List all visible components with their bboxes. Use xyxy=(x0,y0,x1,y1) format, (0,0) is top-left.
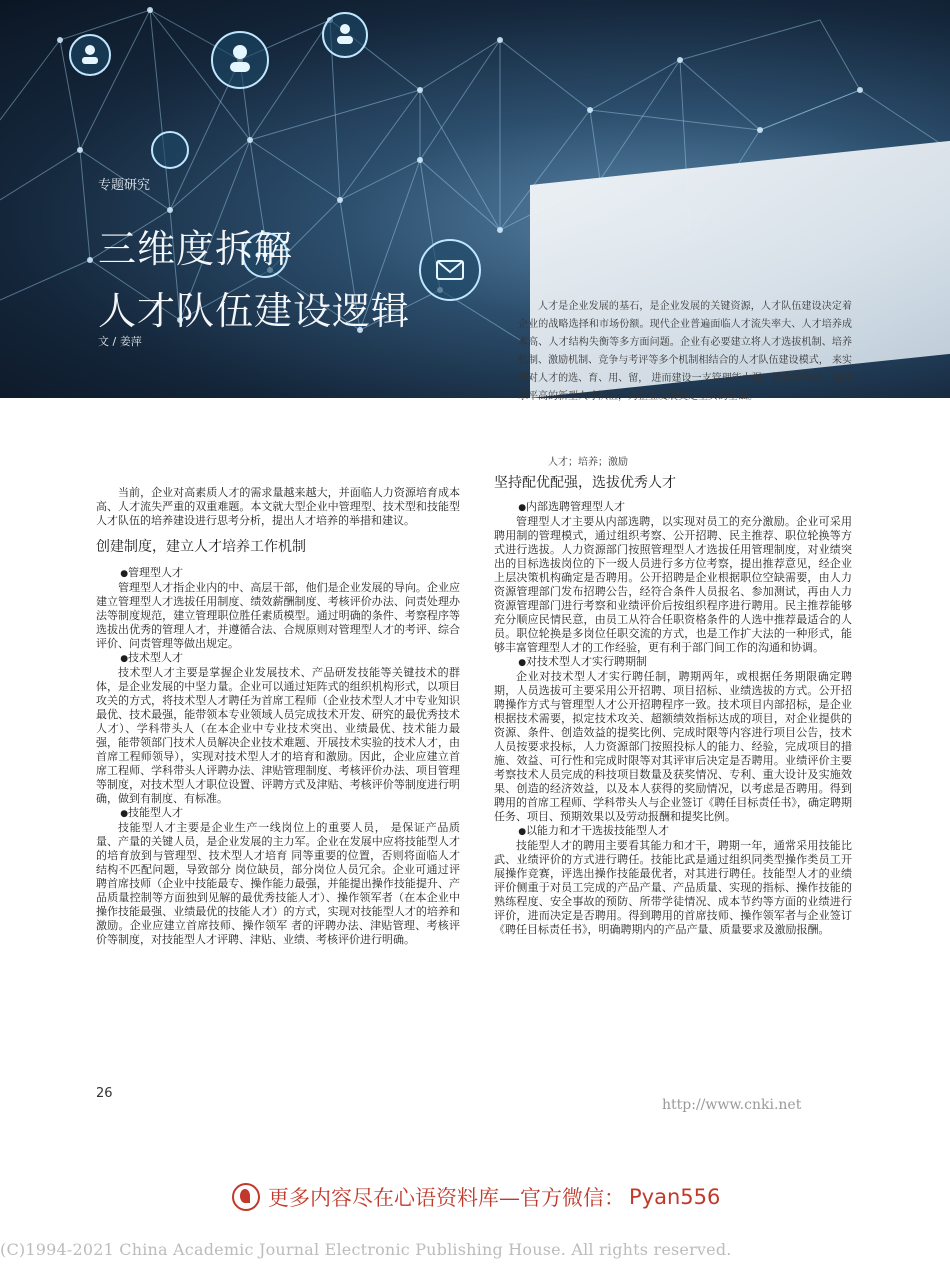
body-paragraph: 企业对技术型人才实行聘任制，聘期两年，或根据任务期限确定聘期，人员选拔可主要采用公开招聘、项目招标、业绩选拔的方式。公开招聘操作方式与管理型人才公开招聘程序一致。技术项目内部招标，是企业根据技术需要，拟定技术攻关、超额绩效指标达成的项目，对企业提供的资源、条件、创造效益的提奖比例、完成时限等内容进行项目公告，技术人员按要求投标，人力资源部门按照投标人的能力、经验，完成项目的措施、效益、可行性和完成时限等对其评审后决定是否聘用。业绩评价主要考察技术人员完成的科技项目数量及获奖情况、专利、重大设计及实施效果、创造的经济效益，以及本人获得的奖励情况，以考虑是否聘用。得到聘用的首席工程师、学科带头人与企业签订《聘任目标责任书》，确定聘期任务、项目、预期效果以及劳动报酬和提奖比例。 xyxy=(494,670,852,823)
bullet-icon: ● xyxy=(518,827,527,837)
abstract: 人才是企业发展的基石，是企业发展的关键资源，人才队伍建设决定着企业的战略选择和市场份额。现代企业普遍面临人才流失率大、人才培养成本高、人才结构失衡等多方面问题。企业有必要建立将人才选拔机制、培养机制、激励机制、竞争与考评等多个机制相结合的人才队伍建设模式， 来实现对人才的选、育、用、留， 进而建设一支管理能力强、技术技能好、操作水平高的新型人才队伍，为企业发展奠定坚实的基础。 xyxy=(518,301,852,402)
user-icon xyxy=(323,13,367,57)
subheading: ●内部选聘管理型人才 xyxy=(518,500,626,513)
article-title-line2: 人才队伍建设逻辑 xyxy=(98,289,411,333)
section-kicker: 专题研究 xyxy=(98,178,151,193)
bullet-icon: ● xyxy=(120,569,129,579)
page-number: 26 xyxy=(96,1086,113,1101)
bullet-icon: ● xyxy=(518,503,527,513)
intro-paragraph: 当前，企业对高素质人才的需求量越来越大，并面临人力资源培育成本高、人才流失严重的双重难题。本文就大型企业中管理型、技术型和技能型人才队伍的培养建设进行思考分析，提出人才培养的举措和建议。 xyxy=(96,486,460,527)
body-paragraph: 技能型人才主要是企业生产一线岗位上的重要人员， 是保证产品质量、产量的关键人员，是企业发展的主力军。企业在发展中应将技能型人才的培育放到与管理型、技术型人才培育 同等重要的位置，否则将面临人才结构不匹配问题，导致部分 岗位缺员，部分岗位人员冗余。企业可通过评聘首席技师（企业中技能最专、操作能力最强，并能提出操作技能提升、产品质量控制等方面独到见解的最优秀技能人才）、操作领军者（在本企业中操作技能最强、业绩最优的技能人才）的方式，实现对技能型人才的培养和激励。企业应建立首席技师、操作领军 者的评聘办法、津贴管理、考核评价等制度，对技能型人才评聘、津贴、业绩、考核评价进行明确。 xyxy=(96,821,460,946)
keywords: 人才；培养；激励 xyxy=(548,457,628,468)
subheading: ●技能型人才 xyxy=(120,806,184,819)
mail-icon xyxy=(420,240,480,300)
body-paragraph: 管理型人才指企业内的中、高层干部，他们是企业发展的导向。企业应建立管理型人才选拔任用制度、绩效薪酬制度、考核评价办法、问责处理办法等制度规范，建立管理职位胜任素质模型。通过明确的条件、考察程序等选拔出优秀的管理人才，并遵循合法、合规原则对管理型人才的考评、综合评价、问责管理等做出规定。 xyxy=(96,581,460,650)
promo-handle: Pyan556 xyxy=(629,1185,721,1209)
subheading: ●以能力和才干选拔技能型人才 xyxy=(518,824,670,837)
body-paragraph: 技术型人才主要是掌握企业发展技术、产品研发技能等关键技术的群体，是企业发展的中坚力量。企业可以通过矩阵式的组织机构形式，以项目攻关的方式，将技术型人才聘任为首席工程师（企业技术型人才中专业知识最优、技术最强，能带领本专业领域人员完成技术开发、研究的最优秀技术人才）、学科带头人（在本企业中专业技术突出、业绩最优、技术能力最强，能带领部门技术人员解决企业技术难题、开展技术实验的技术人才，由首席工程师领导），实现对技术型人才的培育和激励。因此，企业应建立首席工程师、学科带头人评聘办法、津贴管理制度、考核评价办法、项目管理等制度，对技术型人才职位设置、评聘方式及津贴、考核评价等制度进行明确，做到有制度、有标准。 xyxy=(96,666,460,805)
user-icon xyxy=(152,132,188,168)
section-heading: 坚持配优配强，选拔优秀人才 xyxy=(494,475,676,491)
bullet-icon: ● xyxy=(518,658,527,668)
left-column xyxy=(96,486,460,947)
promo-banner xyxy=(232,1182,720,1212)
author-byline: 文 / 姜萍 xyxy=(98,335,142,348)
subheading: ●技术型人才 xyxy=(120,651,184,664)
bullet-icon: ● xyxy=(120,809,129,819)
section-heading: 创建制度，建立人才培养工作机制 xyxy=(96,539,306,555)
article-title-line1: 三维度拆解 xyxy=(98,227,294,271)
copyright-notice: (C)1994-2021 China Academic Journal Electronic Publishing House. All rights reserved. xyxy=(0,1240,732,1259)
cnki-url: http://www.cnki.net xyxy=(662,1097,802,1113)
subheading: ●对技术型人才实行聘期制 xyxy=(518,655,648,668)
body-paragraph: 技能型人才的聘用主要看其能力和才干，聘期一年，通常采用技能比武、业绩评价的方式进行聘任。技能比武是通过组织同类型操作类员工开展操作竞赛，评选出操作技能最优者，对其进行聘任。技能型人才的业绩评价侧重于对员工完成的产品产量、产品质量、实现的指标、操作技能的熟练程度、安全事故的预防、所带学徒情况、成本节约等方面的业绩进行评价，进而决定是否聘用。得到聘用的首席技师、操作领军者与企业签订《聘任目标责任书》，明确聘期内的产品产量、质量要求及激励报酬。 xyxy=(494,839,852,936)
promo-text: 更多内容尽在心语资料库—官方微信： xyxy=(268,1186,625,1210)
body-paragraph: 管理型人才主要从内部选聘，以实现对员工的充分激励。企业可采用聘用制的管理模式，通过组织考察、公开招聘、民主推荐、职位轮换等方式进行选拔。人力资源部门按照管理型人才选拔任用管理制度，对业绩突出的目标选拔岗位的下一级人员进行多方位考察，提出推荐意见，经企业上层决策机构确定是否聘用。公开招聘是企业根据职位空缺需要，由人力资源管理部门发布招聘公告，经符合条件人员报名、参加测试，再由人力资源管理部门进行考察和业绩评价后按组织程序进行聘用。民主推荐能够充分顺应民情民意，由员工从符合任职资格条件的人选中推荐最适合的人员。职位轮换是多岗位任职交流的方式，也是工作扩大法的一种形式，能够丰富管理型人才的工作经验，更有利于部门间工作的沟通和协调。 xyxy=(494,515,852,654)
user-icon xyxy=(212,32,268,88)
subheading: ●管理型人才 xyxy=(120,566,184,579)
logo-icon xyxy=(232,1183,260,1211)
right-column xyxy=(494,476,852,937)
bullet-icon: ● xyxy=(120,654,129,664)
